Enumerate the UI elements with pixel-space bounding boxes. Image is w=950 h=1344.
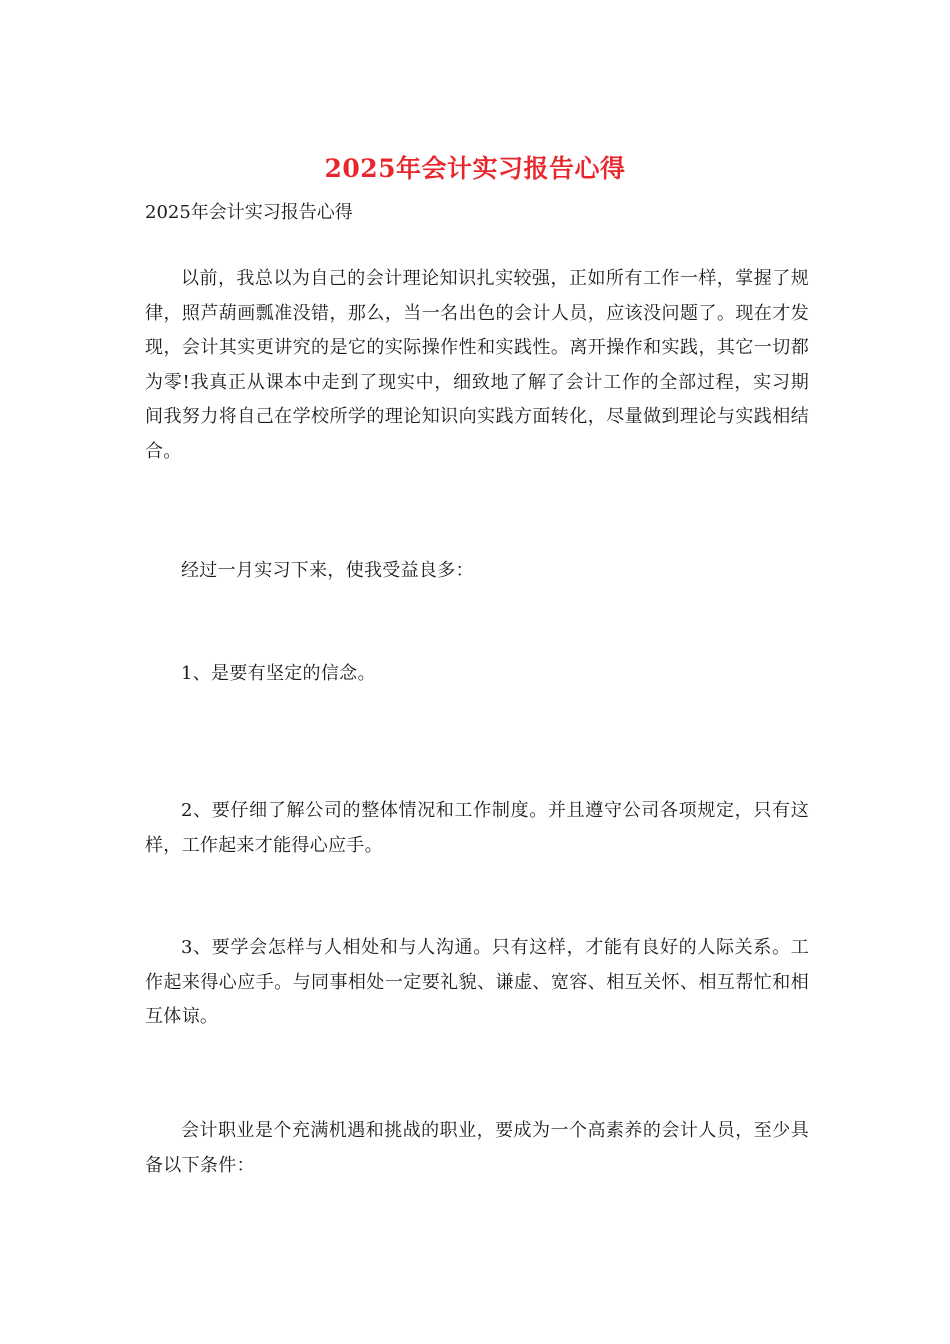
document-title: 2025年会计实习报告心得: [324, 154, 626, 183]
paragraph-summary: 经过一月实习下来，使我受益良多：: [181, 560, 474, 581]
paragraph-intro: 以前，我总以为自己的会计理论知识扎实较强，正如所有工作一样，掌握了规律，照芦葫画瓢准没错，那么，当一名出色的会计人员，应该没问题了。现在才发现，会计其实更讲究的是它的实际操作性和实践性。离开操作和实践，其它一切都为零!我真正从课本中走到了现实中，细致地了解了会计工作的全部过程，实习期间我努力将自己在学校所学的理论知识向实践方面转化，尽量做到理论与实践相结合。: [145, 268, 809, 462]
document-subtitle: 2025年会计实习报告心得: [145, 202, 353, 223]
paragraph-point-1: 1、是要有坚定的信念。: [181, 663, 376, 684]
paragraph-conditions: 会计职业是个充满机遇和挑战的职业，要成为一个高素养的会计人员，至少具备以下条件：: [145, 1120, 809, 1176]
paragraph-point-3: 3、要学会怎样与人相处和与人沟通。只有这样，才能有良好的人际关系。工作起来得心应手。与同事相处一定要礼貌、谦虚、宽容、相互关怀、相互帮忙和相互体谅。: [145, 937, 809, 1027]
paragraph-point-2: 2、要仔细了解公司的整体情况和工作制度。并且遵守公司各项规定，只有这样，工作起来才能得心应手。: [145, 800, 809, 856]
